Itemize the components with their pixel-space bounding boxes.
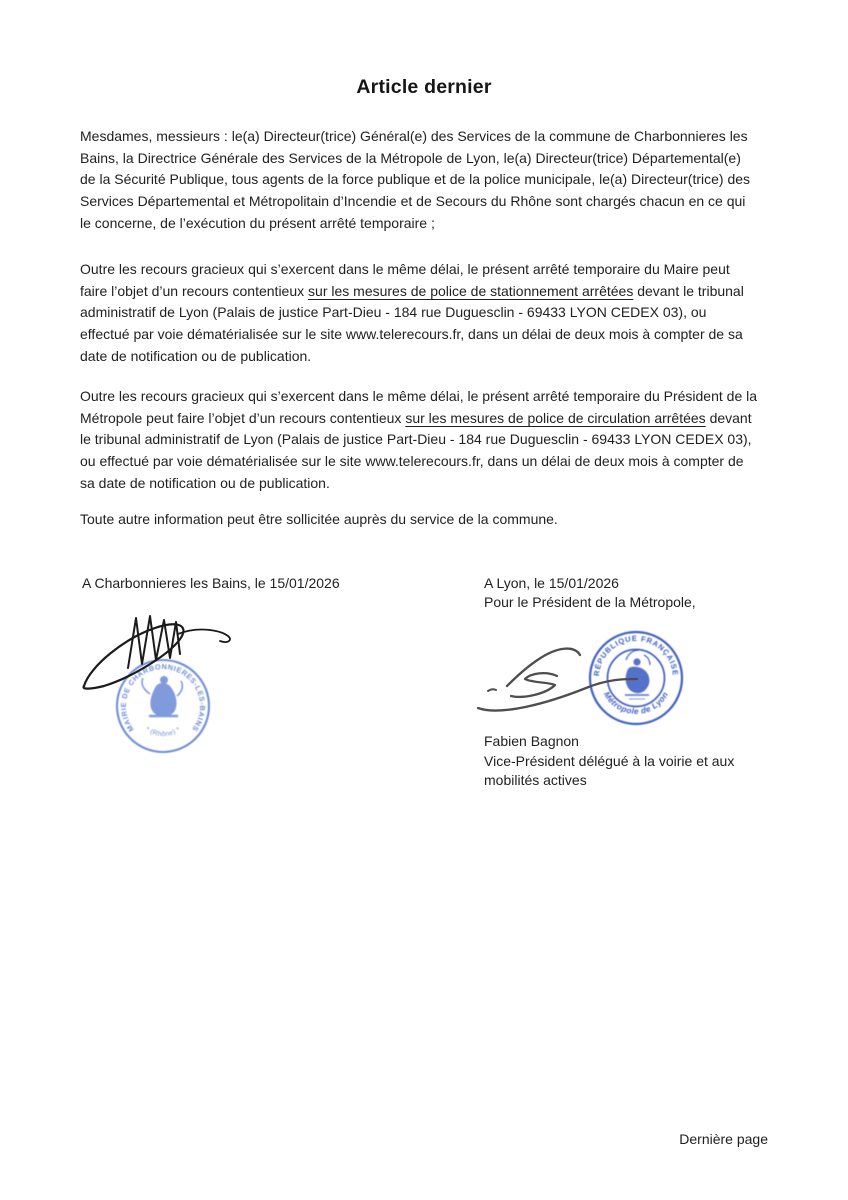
mayor-signature — [84, 616, 231, 689]
metropole-stamp-and-signature — [462, 622, 702, 734]
metropole-stamp-top-text: RÉPUBLIQUE FRANÇAISE — [591, 633, 681, 677]
commune-stamp-and-signature — [70, 608, 255, 766]
paragraph-information — [80, 509, 785, 531]
text-line: Outre les recours gracieux qui s’exercent dans le même délai, le présent arrêté temporaire du Maire peut — [80, 261, 730, 277]
signer-title-line-1: Vice-Président délégué à la voirie et aux — [484, 752, 735, 769]
signer-name: Fabien Bagnon — [484, 733, 579, 749]
text-line: faire l’objet d’un recours contentieux sur les mesures de police de stationnement arrêtées devant le tribunal — [80, 282, 744, 299]
text-line: Toute autre information peut être sollicitée auprès du service de la commune. — [80, 511, 558, 527]
svg-text:* (Rhône) * — [144, 726, 182, 738]
metropole-header-block — [484, 574, 696, 611]
text-line: ou effectué par voie dématérialisée sur le site www.telerecours.fr, dans un délai de deux mois à compter de — [80, 453, 744, 470]
text-line: Métropole peut faire l’objet d’un recours contentieux sur les mesures de police de circulation arrêtées devant — [80, 409, 752, 426]
text-line: le tribunal administratif de Lyon (Palais de justice Part-Dieu - 184 rue Duguesclin - 69433 LYON CEDEX 03), — [80, 431, 752, 448]
paragraph-recipients — [80, 126, 785, 235]
signer-block — [484, 732, 734, 791]
marianne-emblem-icon — [625, 650, 650, 699]
commune-coat-of-arms-icon — [142, 676, 182, 717]
metropole-date-line: A Lyon, le 15/01/2026 — [484, 575, 619, 591]
text-line: Outre les recours gracieux qui s’exercent dans le même délai, le présent arrêté temporaire du Président de la — [80, 388, 758, 404]
underlined-phrase: sur les mesures de police de stationnement arrêtées — [308, 282, 634, 299]
signer-title-line-2: mobilités actives — [484, 772, 587, 788]
paragraph-recours-maire — [80, 259, 785, 368]
text-line: le concerne, de l’exécution du présent arrêté temporaire ; — [80, 214, 435, 231]
commune-stamp-bottom-text: * (Rhône) * — [144, 726, 182, 739]
metropole-stamp-bottom-text: Métropole de Lyon — [601, 690, 671, 716]
text-line: effectué par voie dématérialisée sur le site www.telerecours.fr, dans un délai de deux mois à compter de sa — [80, 326, 743, 343]
metropole-on-behalf-line: Pour le Président de la Métropole, — [484, 593, 696, 610]
text-line: Bains, la Directrice Générale des Services de la Métropole de Lyon, le(a) Directeur(trice) Départemental(e) — [80, 149, 741, 166]
text-line: de la Sécurité Publique, tous agents de la force publique et de la police municipale, le(a) Directeur(trice) des — [80, 171, 751, 188]
underlined-phrase: sur les mesures de police de circulation arrêtées — [405, 409, 706, 426]
document-title: Article dernier — [356, 76, 492, 98]
text-line: date de notification ou de publication. — [80, 347, 312, 364]
commune-date-line: A Charbonnieres les Bains, le 15/01/2026 — [82, 575, 340, 591]
text-line: Services Départemental et Métropolitain d’Incendie et de Secours du Rhône sont chargés chacun en ce qui — [80, 193, 746, 210]
paragraph-recours-president — [80, 386, 785, 495]
commune-stamp-ring-text: MAIRIE DE CHARBONNIERES-LES-BAINS — [118, 661, 208, 734]
text-line: administratif de Lyon (Palais de justice Part-Dieu - 184 rue Duguesclin - 69433 LYON CEDEX 03), ou — [80, 304, 707, 321]
page-footer-label: Dernière page — [679, 1131, 768, 1147]
text-line: sa date de notification ou de publication. — [80, 474, 330, 491]
text-line: Mesdames, messieurs : le(a) Directeur(trice) Général(e) des Services de la commune de Charbonnieres les — [80, 128, 748, 144]
